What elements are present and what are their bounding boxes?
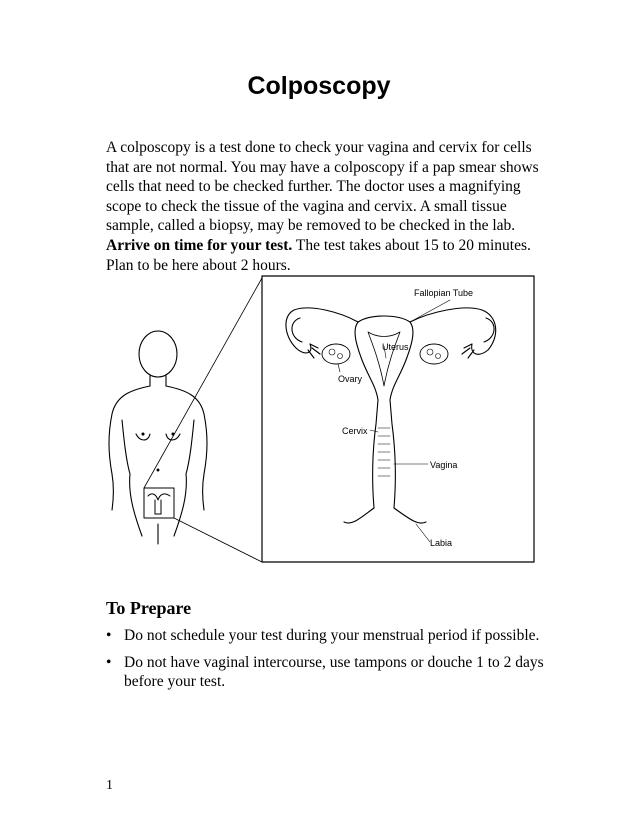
page-number: 1 xyxy=(106,778,113,793)
inset-box xyxy=(144,488,174,518)
list-item xyxy=(106,653,546,692)
arrival-paragraph xyxy=(106,236,546,275)
label-uterus: Uterus xyxy=(382,342,409,352)
zoom-lines xyxy=(144,278,262,562)
prepare-heading: To Prepare xyxy=(106,598,192,618)
bullet: • xyxy=(106,627,112,644)
label-labia: Labia xyxy=(430,538,453,548)
list-item-text: Do not have vaginal intercourse, use tampons or douche 1 to 2 days before your test. xyxy=(124,653,544,690)
label-ovary: Ovary xyxy=(338,374,363,384)
label-fallopian-tube: Fallopian Tube xyxy=(414,288,474,298)
label-vagina: Vagina xyxy=(430,460,458,470)
arrival-emphasis: Arrive on time for your test. xyxy=(106,237,293,254)
intro-paragraph: A colposcopy is a test done to check your vagina and cervix for cells that are not normal. You may have a colposcopy if a pap smear shows cells that need to be checked further. The doctor uses a magnifying scope to check the tissue of the vagina and cervix. A small tissue sample, called a biopsy, may be removed to be checked in the lab. xyxy=(106,139,539,234)
prepare-list xyxy=(106,626,546,699)
anatomy-figure xyxy=(100,274,536,566)
list-item xyxy=(106,626,546,646)
uterus-diagram xyxy=(286,308,496,523)
body-outline-illustration xyxy=(109,331,207,544)
page-title: Colposcopy xyxy=(247,72,391,100)
bullet: • xyxy=(106,653,112,671)
list-item-text: Do not schedule your test during your menstrual period if possible. xyxy=(124,627,540,644)
label-cervix: Cervix xyxy=(342,426,368,436)
arrival-details: The test takes about 15 to 20 minutes. Plan to be here about 2 hours. xyxy=(106,237,531,274)
